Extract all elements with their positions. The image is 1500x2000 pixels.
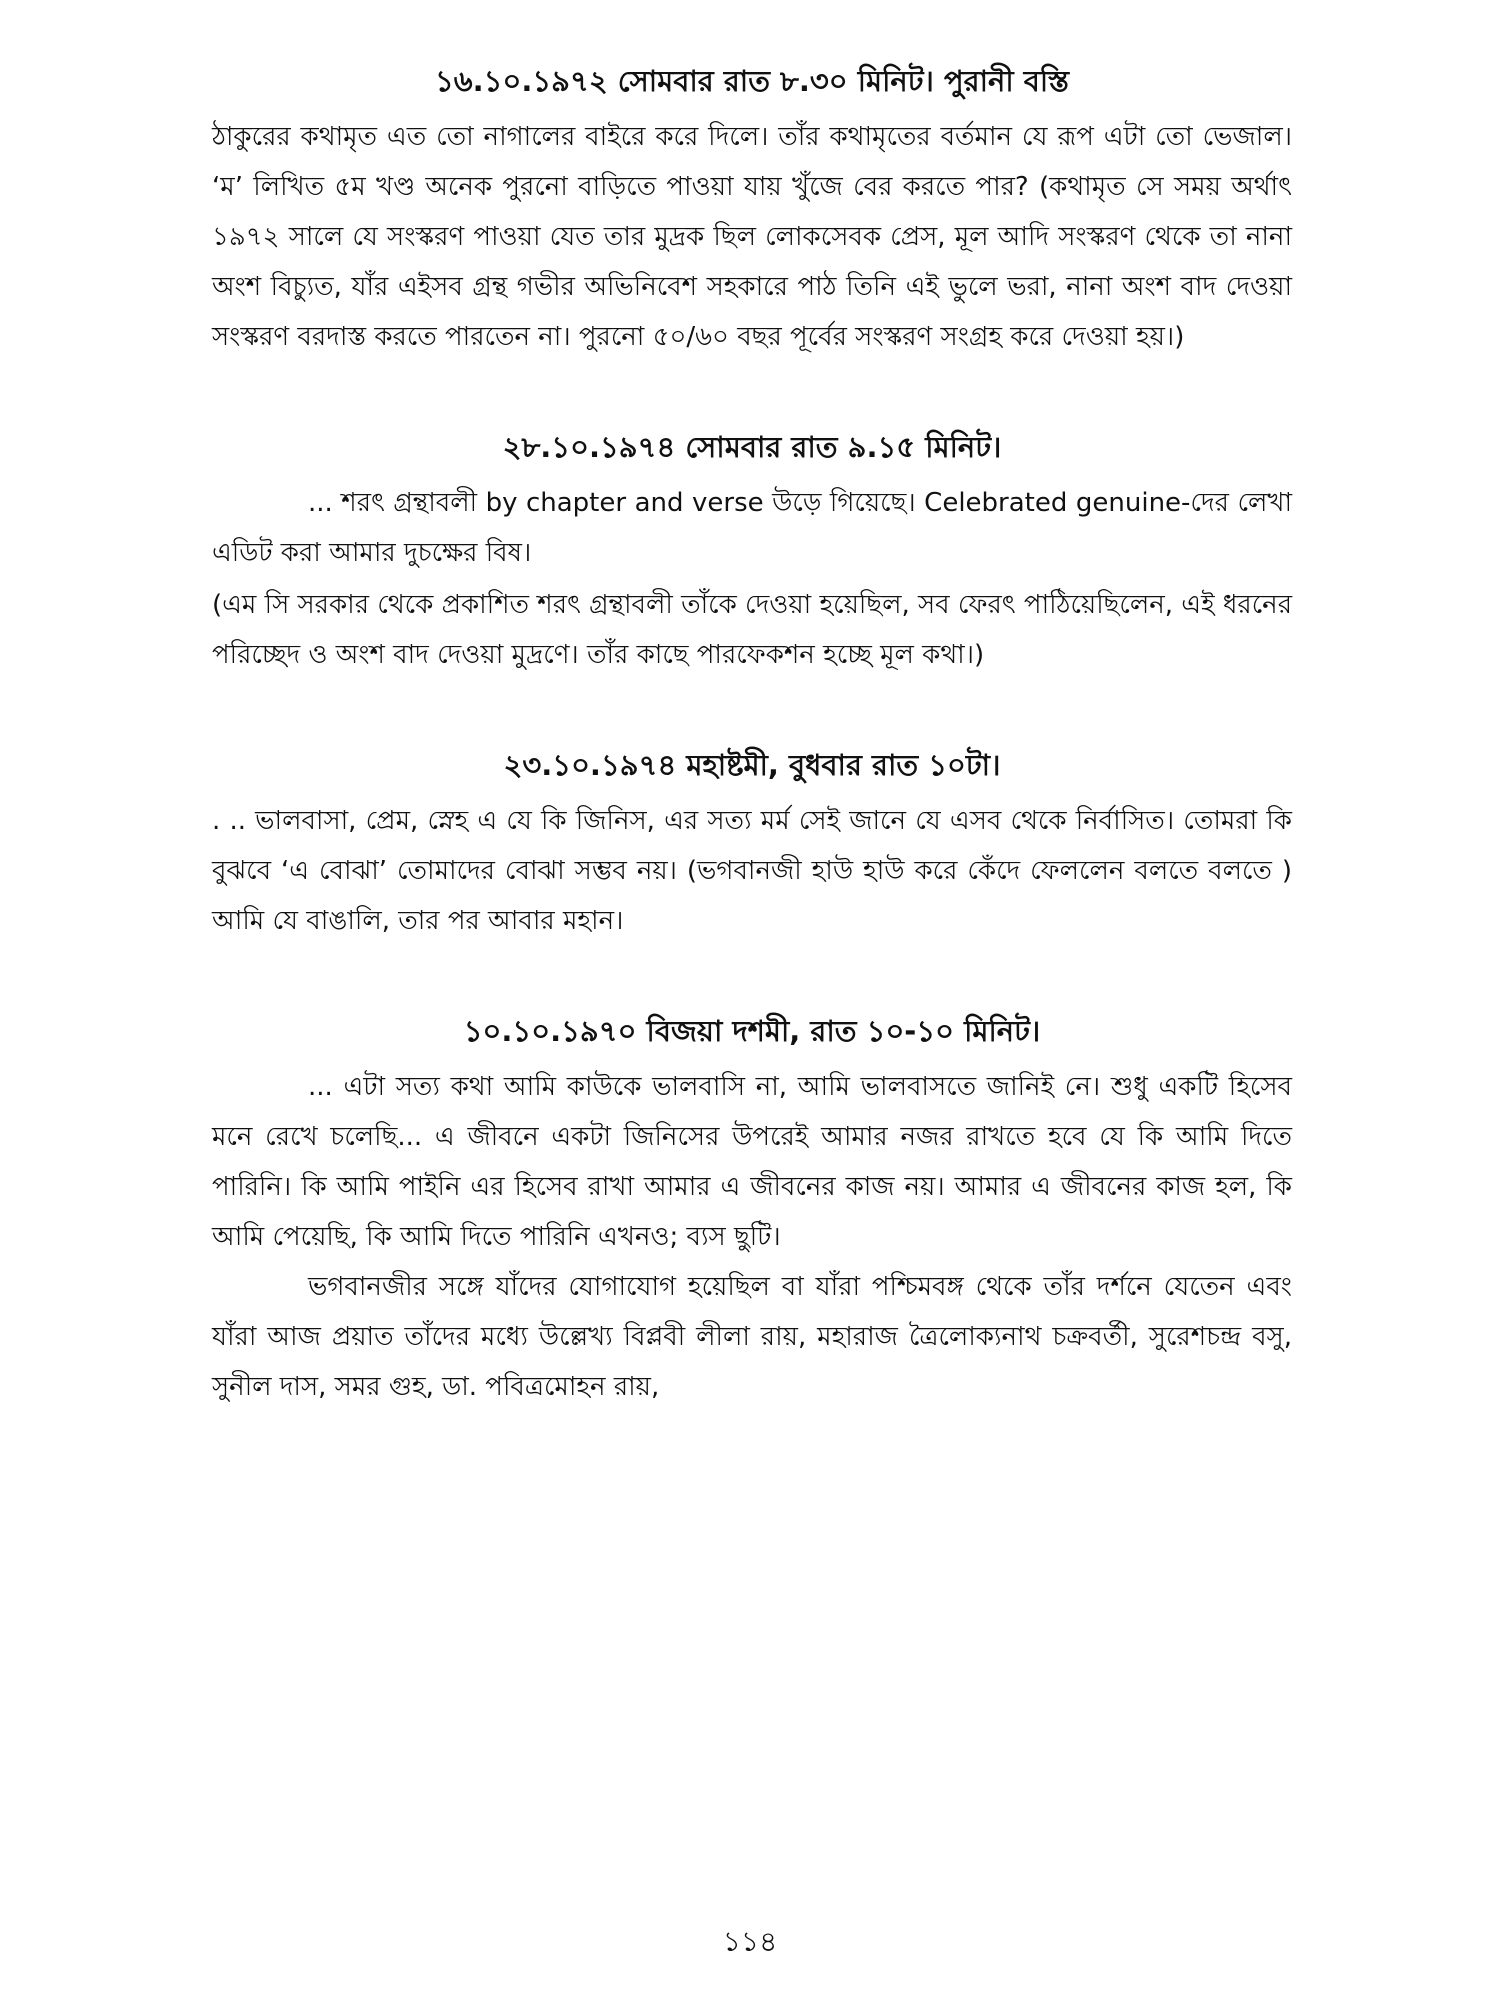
entry-heading: ২৮.১০.১৯৭৪ সোমবার রাত ৯.১৫ মিনিট। [502, 430, 1002, 464]
entry-paragraph: ... এটা সত্য কথা আমি কাউকে ভালবাসি না, আমি ভালবাসতে জানিই নে। শুধু একটি হিসেব মনে রেখে চলেছি... এ জীবনে একটা জিনিসের উপরেই আমার নজর রাখতে হবে যে কি আমি দিতে পারিনি। কি আমি পাইনি এর হিসেব রাখা আমার এ জীবনের কাজ নয়। আমার এ জীবনের কাজ হল, কি আমি পেয়েছি, কি আমি দিতে পারিনি এখনও; ব্যস ছুটি। [212, 1072, 1292, 1252]
entry-paragraph: ভগবানজীর সঙ্গে যাঁদের যোগাযোগ হয়েছিল বা যাঁরা পশ্চিমবঙ্গ থেকে তাঁর দর্শনে যেতেন এবং যাঁরা আজ প্রয়াত তাঁদের মধ্যে উল্লেখ্য বিপ্লবী লীলা রায়, মহারাজ ত্রৈলোক্যনাথ চক্রবর্তী, সুরেশচন্দ্র বসু, সুনীল দাস, সমর গুহ, ডা. পবিত্রমোহন রায়, [212, 1272, 1292, 1402]
entry-paragraph: ... শরৎ গ্রন্থাবলী by chapter and verse উড়ে গিয়েছে। Celebrated genuine-দের লেখা এডিট করা আমার দুচক্ষের বিষ। [212, 488, 1292, 568]
entry-heading: ১৬.১০.১৯৭২ সোমবার রাত ৮.৩০ মিনিট। পুরানী বস্তি [434, 64, 1070, 98]
entry-heading: ২৩.১০.১৯৭৪ মহাষ্টমী, বুধবার রাত ১০টা। [503, 748, 1001, 782]
editor-note: (এম সি সরকার থেকে প্রকাশিত শরৎ গ্রন্থাবলী তাঁকে দেওয়া হয়েছিল, সব ফেরৎ পাঠিয়েছিলেন, এই ধরনের পরিচ্ছেদ ও অংশ বাদ দেওয়া মুদ্রণে। তাঁর কাছে পারফেকশন হচ্ছে মূল কথা।) [212, 590, 1292, 670]
entry-paragraph: ঠাকুরের কথামৃত এত তো নাগালের বাইরে করে দিলে। তাঁর কথামৃতের বর্তমান যে রূপ এটা তো ভেজাল। ‘ম’ লিখিত ৫ম খণ্ড অনেক পুরনো বাড়িতে পাওয়া যায় খুঁজে বের করতে পার? (কথামৃত সে সময় অর্থাৎ ১৯৭২ সালে যে সংস্করণ পাওয়া যেত তার মুদ্রক ছিল লোকসেবক প্রেস, মূল আদি সংস্করণ থেকে তা নানা অংশ বিচ্যুত, যাঁর এইসব গ্রন্থ গভীর অভিনিবেশ সহকারে পাঠ তিনি এই ভুলে ভরা, নানা অংশ বাদ দেওয়া সংস্করণ বরদাস্ত করতে পারতেন না। পুরনো ৫০/৬০ বছর পূর্বের সংস্করণ সংগ্রহ করে দেওয়া হয়।) [212, 122, 1292, 352]
page-number: ১১৪ [722, 1925, 778, 1958]
diary-entry-1974-10-23 [212, 742, 1292, 946]
entry-paragraph: . .. ভালবাসা, প্রেম, স্নেহ এ যে কি জিনিস, এর সত্য মর্ম সেই জানে যে এসব থেকে নির্বাসিত। তোমরা কি বুঝবে ‘এ বোঝা’ তোমাদের বোঝা সম্ভব নয়। (ভগবানজী হাউ হাউ করে কেঁদে ফেললেন বলতে বলতে ) আমি যে বাঙালি, তার পর আবার মহান। [212, 806, 1292, 936]
diary-entry-1972-10-16 [212, 58, 1292, 362]
entry-heading: ১০.১০.১৯৭০ বিজয়া দশমী, রাত ১০-১০ মিনিট। [463, 1014, 1041, 1048]
diary-entry-1970-10-10 [212, 1008, 1292, 1412]
diary-entry-1974-10-28 [212, 424, 1292, 680]
document-page [212, 58, 1292, 1412]
